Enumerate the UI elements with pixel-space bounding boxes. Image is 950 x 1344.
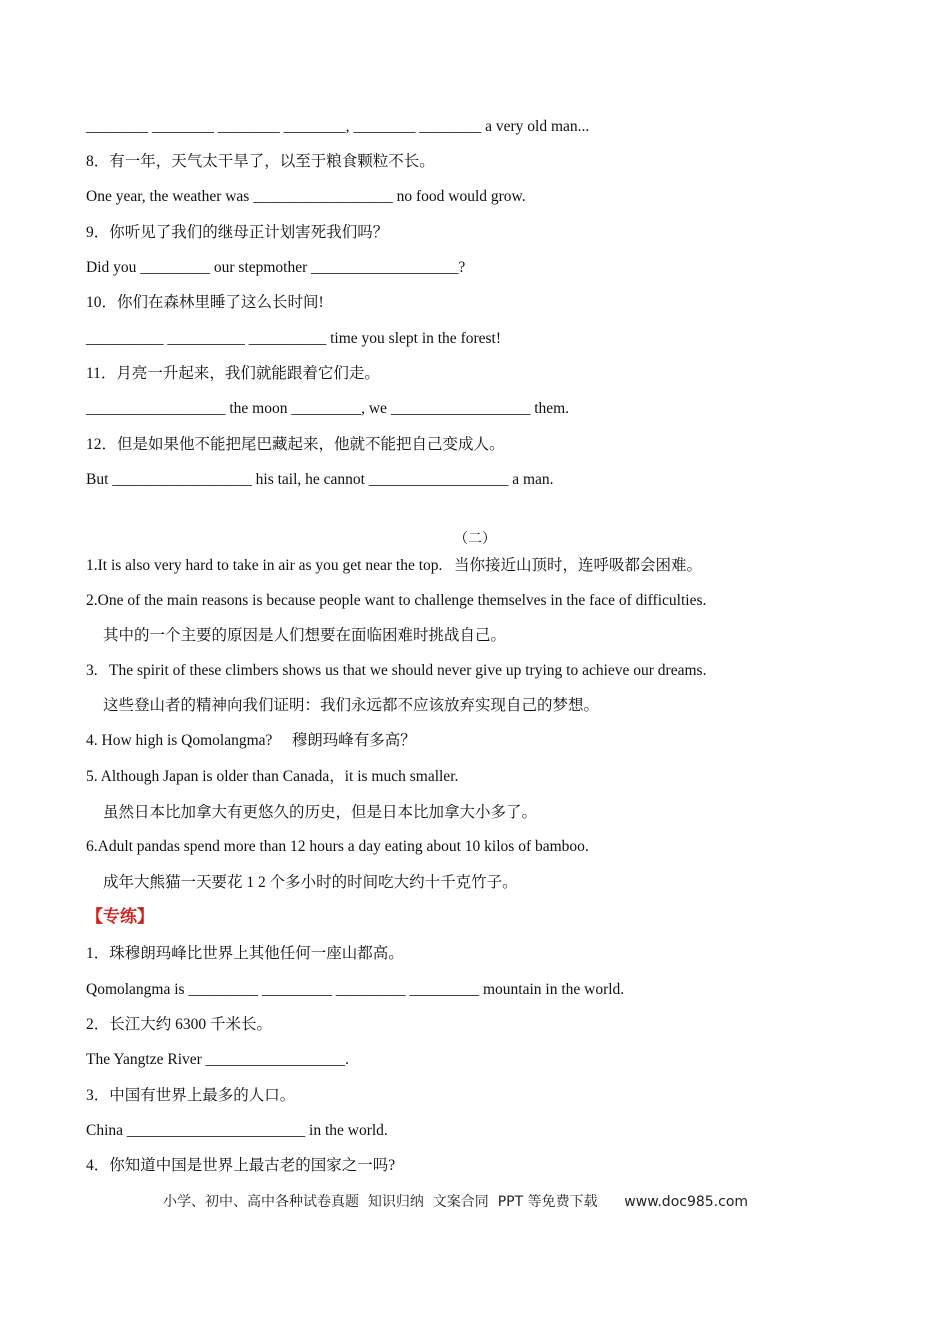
practice-2-cn: 2．长江大约 6300 千米长。 [86,1016,273,1033]
section2-line-2: 2.One of the main reasons is because people want to challenge themselves in the face of difficulties. [86,592,707,609]
section2-line-6-cn: 成年大熊猫一天要花 1 2 个多小时的时间吃大约十千克竹子。 [103,874,518,891]
question-11-en: __________________ the moon _________, we __________________ them. [86,400,570,417]
question-12-cn: 12．但是如果他不能把尾巴藏起来，他就不能把自己变成人。 [86,436,505,453]
section2-line-2-cn: 其中的一个主要的原因是人们想要在面临困难时挑战自己。 [103,627,507,644]
practice-title: 【专练】 [86,907,154,926]
practice-1-en: Qomolangma is _________ _________ _________ _________ mountain in the world. [86,981,625,998]
practice-1-cn: 1．珠穆朗玛峰比世界上其他任何一座山都高。 [86,945,404,962]
question-8-en: One year, the weather was __________________ no food would grow. [86,188,526,205]
practice-4-cn: 4．你知道中国是世界上最古老的国家之一吗? [86,1157,396,1174]
question-8-cn: 8．有一年，天气太干旱了，以至于粮食颗粒不长。 [86,153,435,170]
page-footer: 小学、初中、高中各种试卷真题 知识归纳 文案合同 PPT 等免费下载 www.doc985.com [163,1194,749,1210]
question-9-en: Did you _________ our stepmother ___________________? [86,259,466,276]
practice-3-en: China _______________________ in the world. [86,1122,388,1139]
section2-line-5: 5. Although Japan is older than Canada，it is much smaller. [86,768,459,785]
sentence-blank-line-7: ________ ________ ________ ________, ________ ________ a very old man... [86,118,590,135]
question-10-en: __________ __________ __________ time you slept in the forest! [86,330,502,347]
question-9-cn: 9．你听见了我们的继母正计划害死我们吗？ [86,224,389,241]
section2-line-3: 3. The spirit of these climbers shows us that we should never give up trying to achieve our dreams. [86,662,707,679]
section-heading: （二） [454,532,496,547]
practice-3-cn: 3．中国有世界上最多的人口。 [86,1087,296,1104]
question-11-cn: 11．月亮一升起来，我们就能跟着它们走。 [86,365,380,382]
practice-2-en: The Yangtze River __________________. [86,1051,350,1068]
section2-line-5-cn: 虽然日本比加拿大有更悠久的历史，但是日本比加拿大小多了。 [103,804,538,821]
section2-line-1: 1.It is also very hard to take in air as you get near the top. 当你接近山顶时，连呼吸都会困难。 [86,557,703,574]
section2-line-6: 6.Adult pandas spend more than 12 hours a day eating about 10 kilos of bamboo. [86,838,589,855]
question-10-cn: 10．你们在森林里睡了这么长时间! [86,294,324,311]
section2-line-3-cn: 这些登山者的精神向我们证明：我们永远都不应该放弃实现自己的梦想。 [103,697,600,714]
section2-line-4: 4. How high is Qomolangma? 穆朗玛峰有多高？ [86,732,416,749]
question-12-en: But __________________ his tail, he cannot __________________ a man. [86,471,554,488]
